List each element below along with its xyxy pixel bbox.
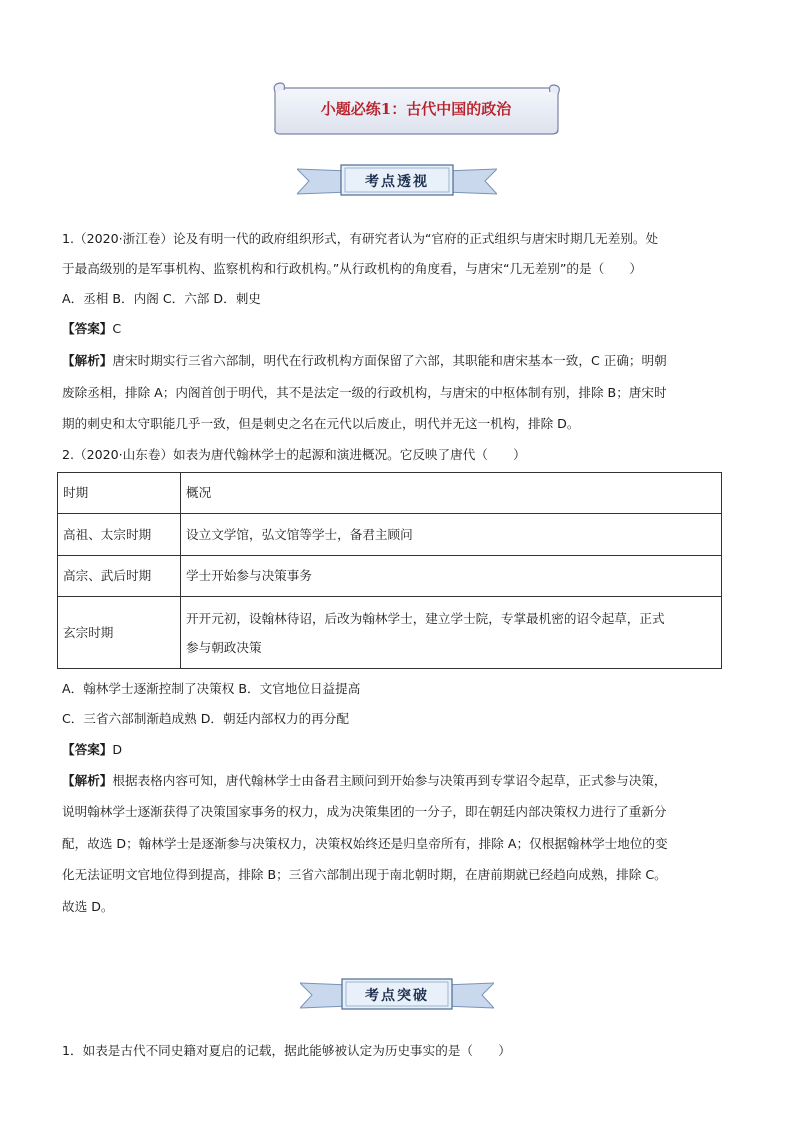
question-2-analysis-line-1 <box>62 768 734 794</box>
question-1-analysis-line-2: 废除丞相，排除 A；内阁首创于明代，其不是法定一级的行政机构，与唐宋的中枢体制有别，排除 B；唐宋时 <box>62 385 667 400</box>
analysis-label: 【解析】 <box>62 773 113 788</box>
table-cell-line: 参与朝政决策 <box>186 639 262 655</box>
answer-label: 【答案】 <box>62 321 113 336</box>
question-2-options-line-2: C．三省六部制渐趋成熟 D．朝廷内部权力的再分配 <box>62 711 349 726</box>
question-1-answer <box>62 316 734 342</box>
question-2-analysis-line-3: 配，故选 D；翰林学士是逐渐参与决策权力，决策权始终还是归皇帝所有，排除 A；仅根据翰林学士地位的变 <box>62 836 668 851</box>
question-1-options: A．丞相 B．内阁 C．六部 D．刺史 <box>62 291 261 306</box>
table-cell: 设立文学馆，弘文馆等学士，备君主顾问 <box>181 514 722 556</box>
table-row <box>58 514 722 556</box>
table-row <box>58 597 722 669</box>
page-title: 小题必练1：古代中国的政治 <box>320 100 512 118</box>
ribbon-label: 考点突破 <box>365 988 429 1004</box>
question-1-line-2: 于最高级别的是军事机构、监察机构和行政机构。”从行政机构的角度看，与唐宋“几无差别”的是（ ） <box>62 261 642 276</box>
history-table <box>57 472 722 669</box>
ribbon-label: 考点透视 <box>365 174 429 190</box>
table-cell: 学士开始参与决策事务 <box>181 556 722 597</box>
table-cell <box>181 597 722 669</box>
section-ribbon-perspective <box>297 162 497 198</box>
question-2-answer <box>62 737 734 763</box>
table-cell: 高祖、太宗时期 <box>58 514 181 556</box>
table-header-row <box>58 473 722 514</box>
question-1-analysis-line-1 <box>62 348 734 374</box>
table-row <box>58 556 722 597</box>
question-2-options-line-1: A．翰林学士逐渐控制了决策权 B．文官地位日益提高 <box>62 681 361 696</box>
analysis-label: 【解析】 <box>62 353 113 368</box>
analysis-text: 唐宋时期实行三省六部制，明代在行政机构方面保留了六部，其职能和唐宋基本一致，C 正确；明朝 <box>112 353 667 368</box>
table-header-cell: 概况 <box>181 473 722 514</box>
answer-value: D <box>112 742 123 757</box>
answer-label: 【答案】 <box>62 742 113 757</box>
title-banner <box>272 80 560 136</box>
question-2-analysis-line-2: 说明翰林学士逐渐获得了决策国家事务的权力，成为决策集团的一分子，即在朝廷内部决策权力进行了重新分 <box>62 804 667 819</box>
table-cell: 高宗、武后时期 <box>58 556 181 597</box>
question-2-stem: 2.（2020·山东卷）如表为唐代翰林学士的起源和演进概况。它反映了唐代（ ） <box>62 447 526 462</box>
section-ribbon-breakthrough <box>300 976 494 1012</box>
table-header-cell: 时期 <box>58 473 181 514</box>
table-cell-line: 开开元初，设翰林待诏，后改为翰林学士，建立学士院，专掌最机密的诏令起草，正式 <box>186 610 665 626</box>
question-3-stem: 1．如表是古代不同史籍对夏启的记载，据此能够被认定为历史事实的是（ ） <box>62 1043 511 1058</box>
question-1-analysis-line-3: 期的刺史和太守职能几乎一致，但是刺史之名在元代以后废止，明代并无这一机构，排除 D。 <box>62 416 580 431</box>
question-1-line-1: 1.（2020·浙江卷）论及有明一代的政府组织形式，有研究者认为“官府的正式组织与唐宋时期几无差别。处 <box>62 231 659 246</box>
table-cell: 玄宗时期 <box>58 597 181 669</box>
question-2-analysis-line-4: 化无法证明文官地位得到提高，排除 B；三省六部制出现于南北朝时期，在唐前期就已经趋向成熟，排除 C。 <box>62 867 667 882</box>
question-2-analysis-line-5: 故选 D。 <box>62 899 114 914</box>
answer-value: C <box>112 321 122 336</box>
analysis-text: 根据表格内容可知，唐代翰林学士由备君主顾问到开始参与决策再到专掌诏令起草，正式参与决策， <box>112 773 667 788</box>
